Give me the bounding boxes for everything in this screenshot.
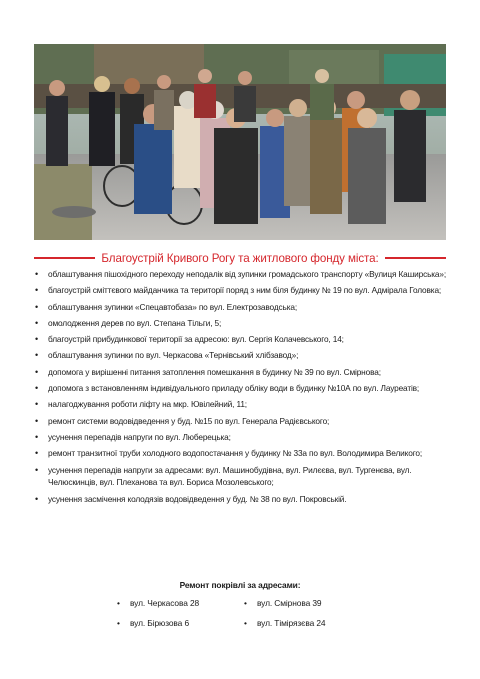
bullet-icon: • [35, 350, 39, 361]
list-item [34, 284, 446, 297]
list-item [34, 447, 446, 460]
bullet-icon: • [35, 285, 39, 296]
list-item [34, 431, 446, 444]
list-item [34, 415, 446, 428]
list-item-text: облаштування зупинки «Спецавтобаза» по вул. Електрозаводська; [48, 301, 297, 312]
section-heading: Благоустрій Кривого Рогу та житлового фонду міста: [101, 251, 379, 265]
list-item-text: допомога у вирішенні питання затоплення помешкання в будинку № 39 по вул. Смірнова; [48, 366, 381, 377]
bullet-icon: • [244, 598, 247, 608]
list-item [34, 366, 446, 379]
bullet-icon: • [117, 618, 120, 628]
roof-address-item [117, 598, 199, 608]
roof-address-text: вул. Бірюзова 6 [130, 618, 190, 628]
roof-address-item [244, 598, 321, 608]
roof-address-text: вул. Черкасова 28 [130, 598, 200, 608]
bullet-icon: • [35, 448, 39, 459]
list-item [34, 349, 446, 362]
bullet-icon: • [35, 301, 39, 312]
roof-address-item [244, 618, 325, 628]
list-item [34, 268, 446, 281]
roof-repair-title: Ремонт покрівлі за адресами: [179, 580, 301, 590]
list-item-text: налагоджування роботи ліфту на мкр. Ювілейний, 11; [48, 399, 247, 410]
list-item-text: ремонт транзитної труби холодного водопостачання у будинку № 33а по вул. Володимира Великого; [48, 448, 423, 459]
bullet-icon: • [244, 618, 247, 628]
list-item [34, 317, 446, 330]
bullet-icon: • [35, 269, 39, 279]
list-item-text: облаштування пішохідного переходу неподалік від зупинки громадського транспорту «Вулиця Каширська»; [48, 269, 447, 279]
improvements-list [34, 268, 446, 509]
list-item [34, 493, 446, 506]
heading-divider-left [34, 257, 95, 259]
bullet-icon: • [117, 598, 120, 608]
list-item-text: облаштування зупинки по вул. Черкасова «Тернівський хлібзавод»; [48, 350, 299, 361]
list-item [34, 382, 446, 395]
list-item-text: благоустрій прибудинкової території за адресою: вул. Сергія Колачевського, 14; [48, 334, 344, 345]
bullet-icon: • [35, 431, 39, 442]
bullet-icon: • [35, 493, 39, 504]
meeting-photo [34, 44, 446, 240]
roof-address-item [117, 618, 189, 628]
list-item [34, 398, 446, 411]
list-item [34, 464, 446, 490]
bullet-icon: • [35, 334, 39, 345]
list-item [34, 333, 446, 346]
list-item-text: усунення засмічення колодязів водовідведення у буд. № 38 по вул. Покровській. [48, 493, 347, 504]
list-item [34, 301, 446, 314]
list-item-text: омолодження дерев по вул. Степана Тільги, 5; [48, 317, 222, 328]
list-item-text: благоустрій сміттєвого майданчика та території поряд з ним біля будинку № 19 по вул. Адмірала Головка; [48, 285, 442, 296]
list-item-text: допомога з встановленням індивідуального приладу обліку води в будинку №10А по вул. Лауреатів; [48, 383, 420, 394]
bullet-icon: • [35, 366, 39, 377]
roof-address-text: вул. Тімірязєва 24 [257, 618, 326, 628]
roof-address-text: вул. Смірнова 39 [257, 598, 322, 608]
bullet-icon: • [35, 415, 39, 426]
bullet-icon: • [35, 399, 39, 410]
list-item-text: усунення перепадів напруги по вул. Люберецька; [48, 431, 231, 442]
list-item-text: усунення перепадів напруги за адресами: вул. Машинобудівна, вул. Рилєєва, вул. Тургенєва, вул. Челюскинців, вул. Плеханова та вул. Бориса Мозолевського; [48, 464, 412, 488]
bullet-icon: • [35, 383, 39, 394]
heading-divider-right [385, 257, 446, 259]
heading-row [34, 249, 446, 267]
bullet-icon: • [35, 317, 39, 328]
list-item-text: ремонт системи водовідведення у буд. №15 по вул. Генерала Радієвського; [48, 415, 330, 426]
bullet-icon: • [35, 464, 39, 475]
